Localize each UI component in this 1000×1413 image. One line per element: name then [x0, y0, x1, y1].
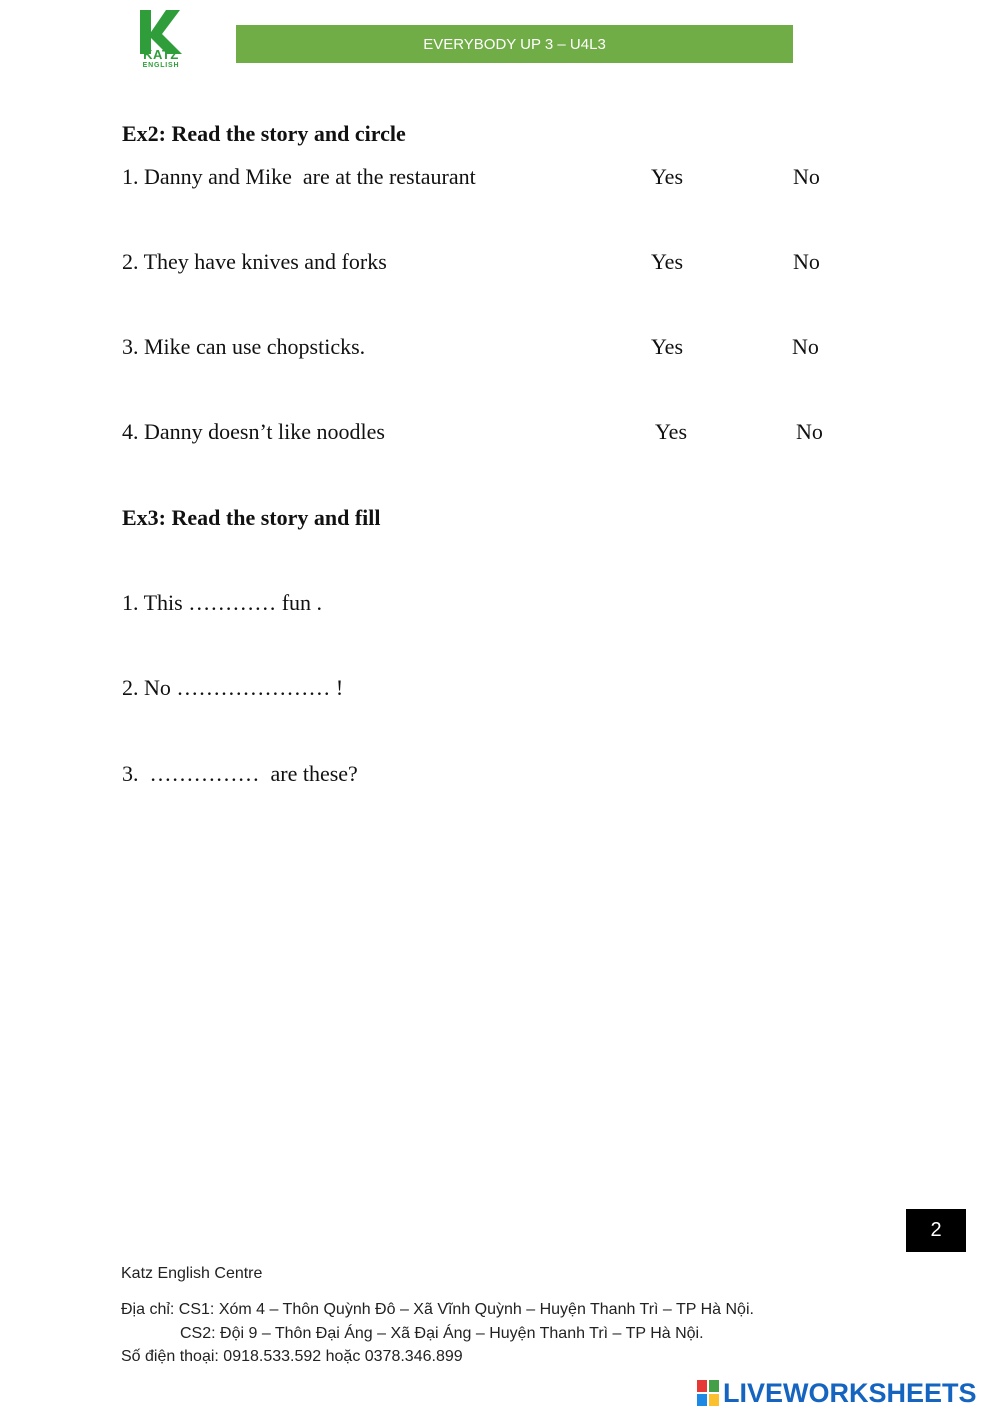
ex2-question-3: 3. Mike can use chopsticks.: [122, 334, 366, 359]
header-bar: [236, 25, 793, 63]
ex2-q4-no[interactable]: No: [796, 419, 823, 444]
ex2-q1-yes[interactable]: Yes: [651, 164, 684, 189]
footer-address-2: CS2: Đội 9 – Thôn Đại Áng – Xã Đại Áng – Huyện Thanh Trì – TP Hà Nội.: [180, 1325, 704, 1342]
ex2-question-4: 4. Danny doesn’t like noodles: [122, 419, 385, 444]
footer-address-1: Địa chỉ: CS1: Xóm 4 – Thôn Quỳnh Đô – Xã Vĩnh Quỳnh – Huyện Thanh Trì – TP Hà Nội.: [121, 1301, 754, 1318]
ex2-question-2: 2. They have knives and forks: [122, 249, 387, 274]
ex2-q2-no[interactable]: No: [793, 249, 820, 274]
liveworksheets-text: LIVEWORKSHEETS: [723, 1377, 977, 1408]
footer-phone: Số điện thoại: 0918.533.592 hoặc 0378.346.899: [121, 1348, 463, 1365]
ex3-item-1[interactable]: 1. This ………… fun .: [122, 590, 323, 615]
ex3-heading: Ex3: Read the story and fill: [122, 505, 381, 530]
ex3-item-3[interactable]: 3. …………… are these?: [122, 761, 358, 786]
ex3-item-2[interactable]: 2. No ………………… !: [122, 675, 344, 700]
header-title: EVERYBODY UP 3 – U4L3: [423, 35, 606, 53]
ex2-q1-no[interactable]: No: [793, 164, 820, 189]
ex2-q3-no[interactable]: No: [792, 334, 819, 359]
ex2-q4-yes[interactable]: Yes: [655, 419, 688, 444]
logo-line2: ENGLISH: [142, 62, 180, 69]
logo-wordmark: [136, 48, 186, 69]
page-number: 2: [930, 1219, 942, 1241]
ex2-heading: Ex2: Read the story and circle: [122, 121, 406, 146]
liveworksheets-watermark: [697, 1376, 977, 1410]
ex2-q3-yes[interactable]: Yes: [651, 334, 684, 359]
page-number-badge: [906, 1209, 966, 1252]
footer-centre-name: Katz English Centre: [121, 1265, 263, 1282]
logo-line1: KATZ: [143, 47, 179, 62]
ex2-question-1: 1. Danny and Mike are at the restaurant: [122, 164, 476, 189]
ex2-q2-yes[interactable]: Yes: [651, 249, 684, 274]
liveworksheets-logo-icon: [697, 1380, 719, 1406]
